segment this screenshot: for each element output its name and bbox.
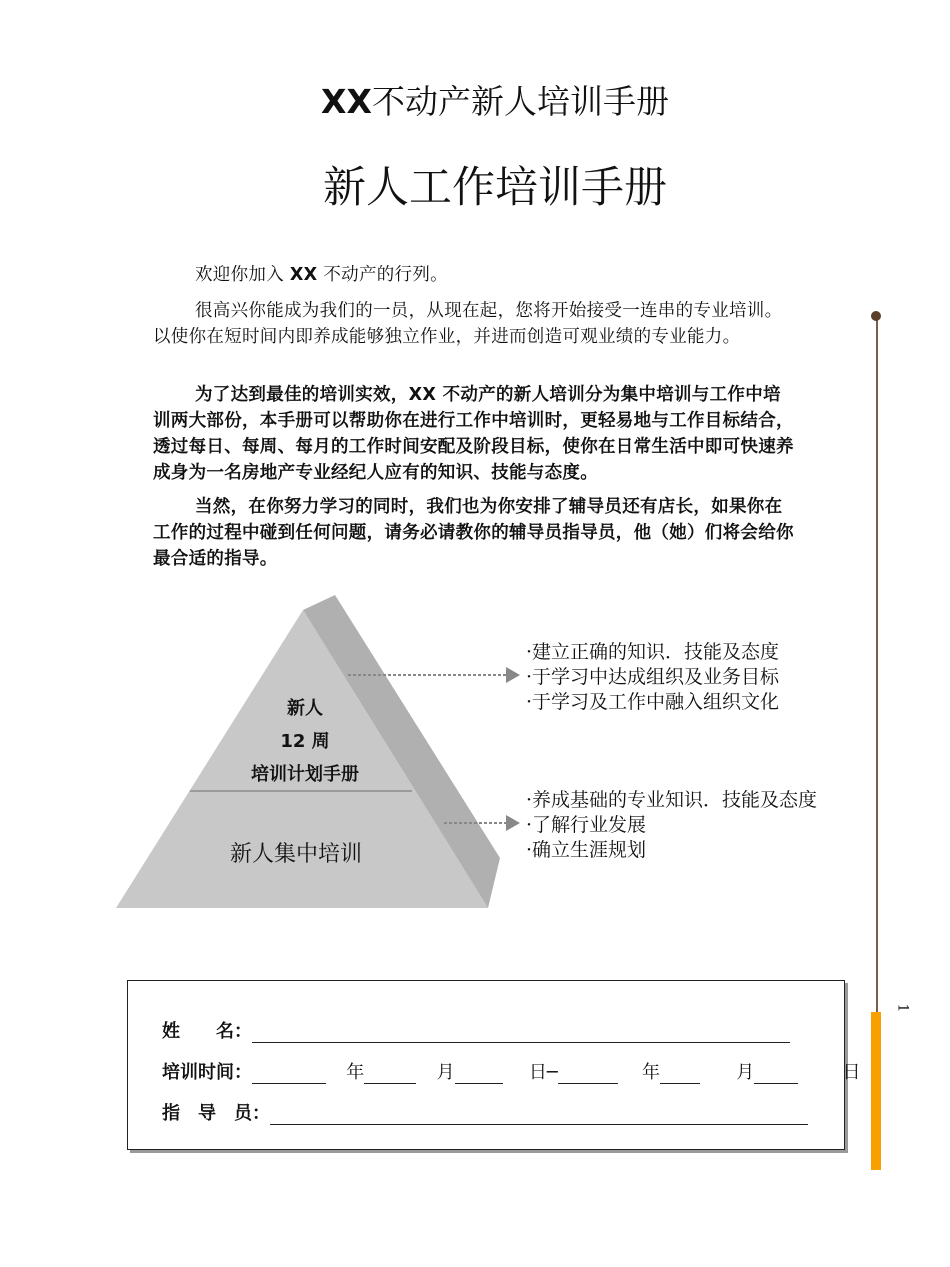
- day-dash-label: 日─: [528, 1062, 558, 1083]
- start-year-field[interactable]: [252, 1065, 326, 1084]
- training-time-row: [162, 1058, 861, 1084]
- list-item: ·了解行业发展: [526, 814, 647, 836]
- intro-paragraph-4: 当然，在你努力学习的同时，我们也为你安排了辅导员还有店长，如果你在工作的过程中碰到任何问题，请务必请教你的辅导员指导员，他（她）们将会给你最合适的指导。: [153, 497, 794, 569]
- margin-rule: [876, 316, 878, 1016]
- bottom-bullet-list: [526, 788, 817, 863]
- guide-label: 指 导 员：: [162, 1103, 270, 1124]
- pyramid-top-line3: 培训计划手册: [251, 764, 359, 785]
- intro-paragraph-1: 欢迎你加入 XX 不动产的行列。: [195, 265, 448, 285]
- guide-field[interactable]: [270, 1106, 808, 1125]
- time-label: 培训时间：: [162, 1062, 252, 1083]
- end-year-field[interactable]: [558, 1065, 618, 1084]
- trainee-info-form: [127, 980, 861, 1150]
- title-prefix: XX: [321, 82, 372, 121]
- intro-paragraph-3: 为了达到最佳的培训实效，XX 不动产的新人培训分为集中培训与工作中培训两大部份，本手册可以帮助你在进行工作中培训时，更轻易地与工作目标结合，透过每日、每周、每月的工作时间安配及阶段目标，使你在日常生活中即可快速养成身为一名房地产专业经纪人应有的知识、技能与态度。: [153, 385, 794, 483]
- pyramid-top-line2: 12 周: [280, 731, 330, 752]
- year-label: 年: [346, 1062, 365, 1083]
- document-title: 新人工作培训手册: [323, 163, 667, 213]
- end-day-field[interactable]: [754, 1065, 798, 1084]
- list-item: ·养成基础的专业知识．技能及态度: [526, 789, 818, 811]
- name-label: 姓 名：: [162, 1021, 252, 1042]
- pyramid-bottom-label: 新人集中培训: [229, 842, 363, 867]
- training-pyramid: [110, 590, 530, 920]
- end-month-field[interactable]: [660, 1065, 700, 1084]
- month-label: 月: [436, 1062, 455, 1083]
- document-subtitle: [0, 76, 950, 123]
- intro-paragraph-2: 很高兴你能成为我们的一员，从现在起，您将开始接受一连串的专业培训。以使你在短时间内即养成能够独立作业，并进而创造可观业绩的专业能力。: [153, 301, 783, 347]
- margin-rule-dot: [871, 311, 881, 321]
- name-field[interactable]: [252, 1024, 790, 1043]
- list-item: ·确立生涯规划: [526, 839, 647, 861]
- top-bullet-list: [526, 640, 779, 715]
- list-item: ·于学习及工作中融入组织文化: [526, 691, 780, 713]
- accent-bar: [871, 1012, 881, 1170]
- list-item: ·建立正确的知识．技能及态度: [526, 641, 780, 663]
- day-label: 日: [842, 1062, 861, 1083]
- name-row: [162, 1017, 790, 1043]
- title-suffix: 不动产新人培训手册: [371, 82, 669, 121]
- month-label: 月: [736, 1062, 755, 1083]
- page-number: 1: [894, 1003, 911, 1013]
- start-day-field[interactable]: [455, 1065, 503, 1084]
- year-label: 年: [641, 1062, 660, 1083]
- pyramid-top-line1: 新人: [287, 698, 323, 719]
- list-item: ·于学习中达成组织及业务目标: [526, 666, 780, 688]
- guide-row: [162, 1099, 808, 1125]
- start-month-field[interactable]: [364, 1065, 416, 1084]
